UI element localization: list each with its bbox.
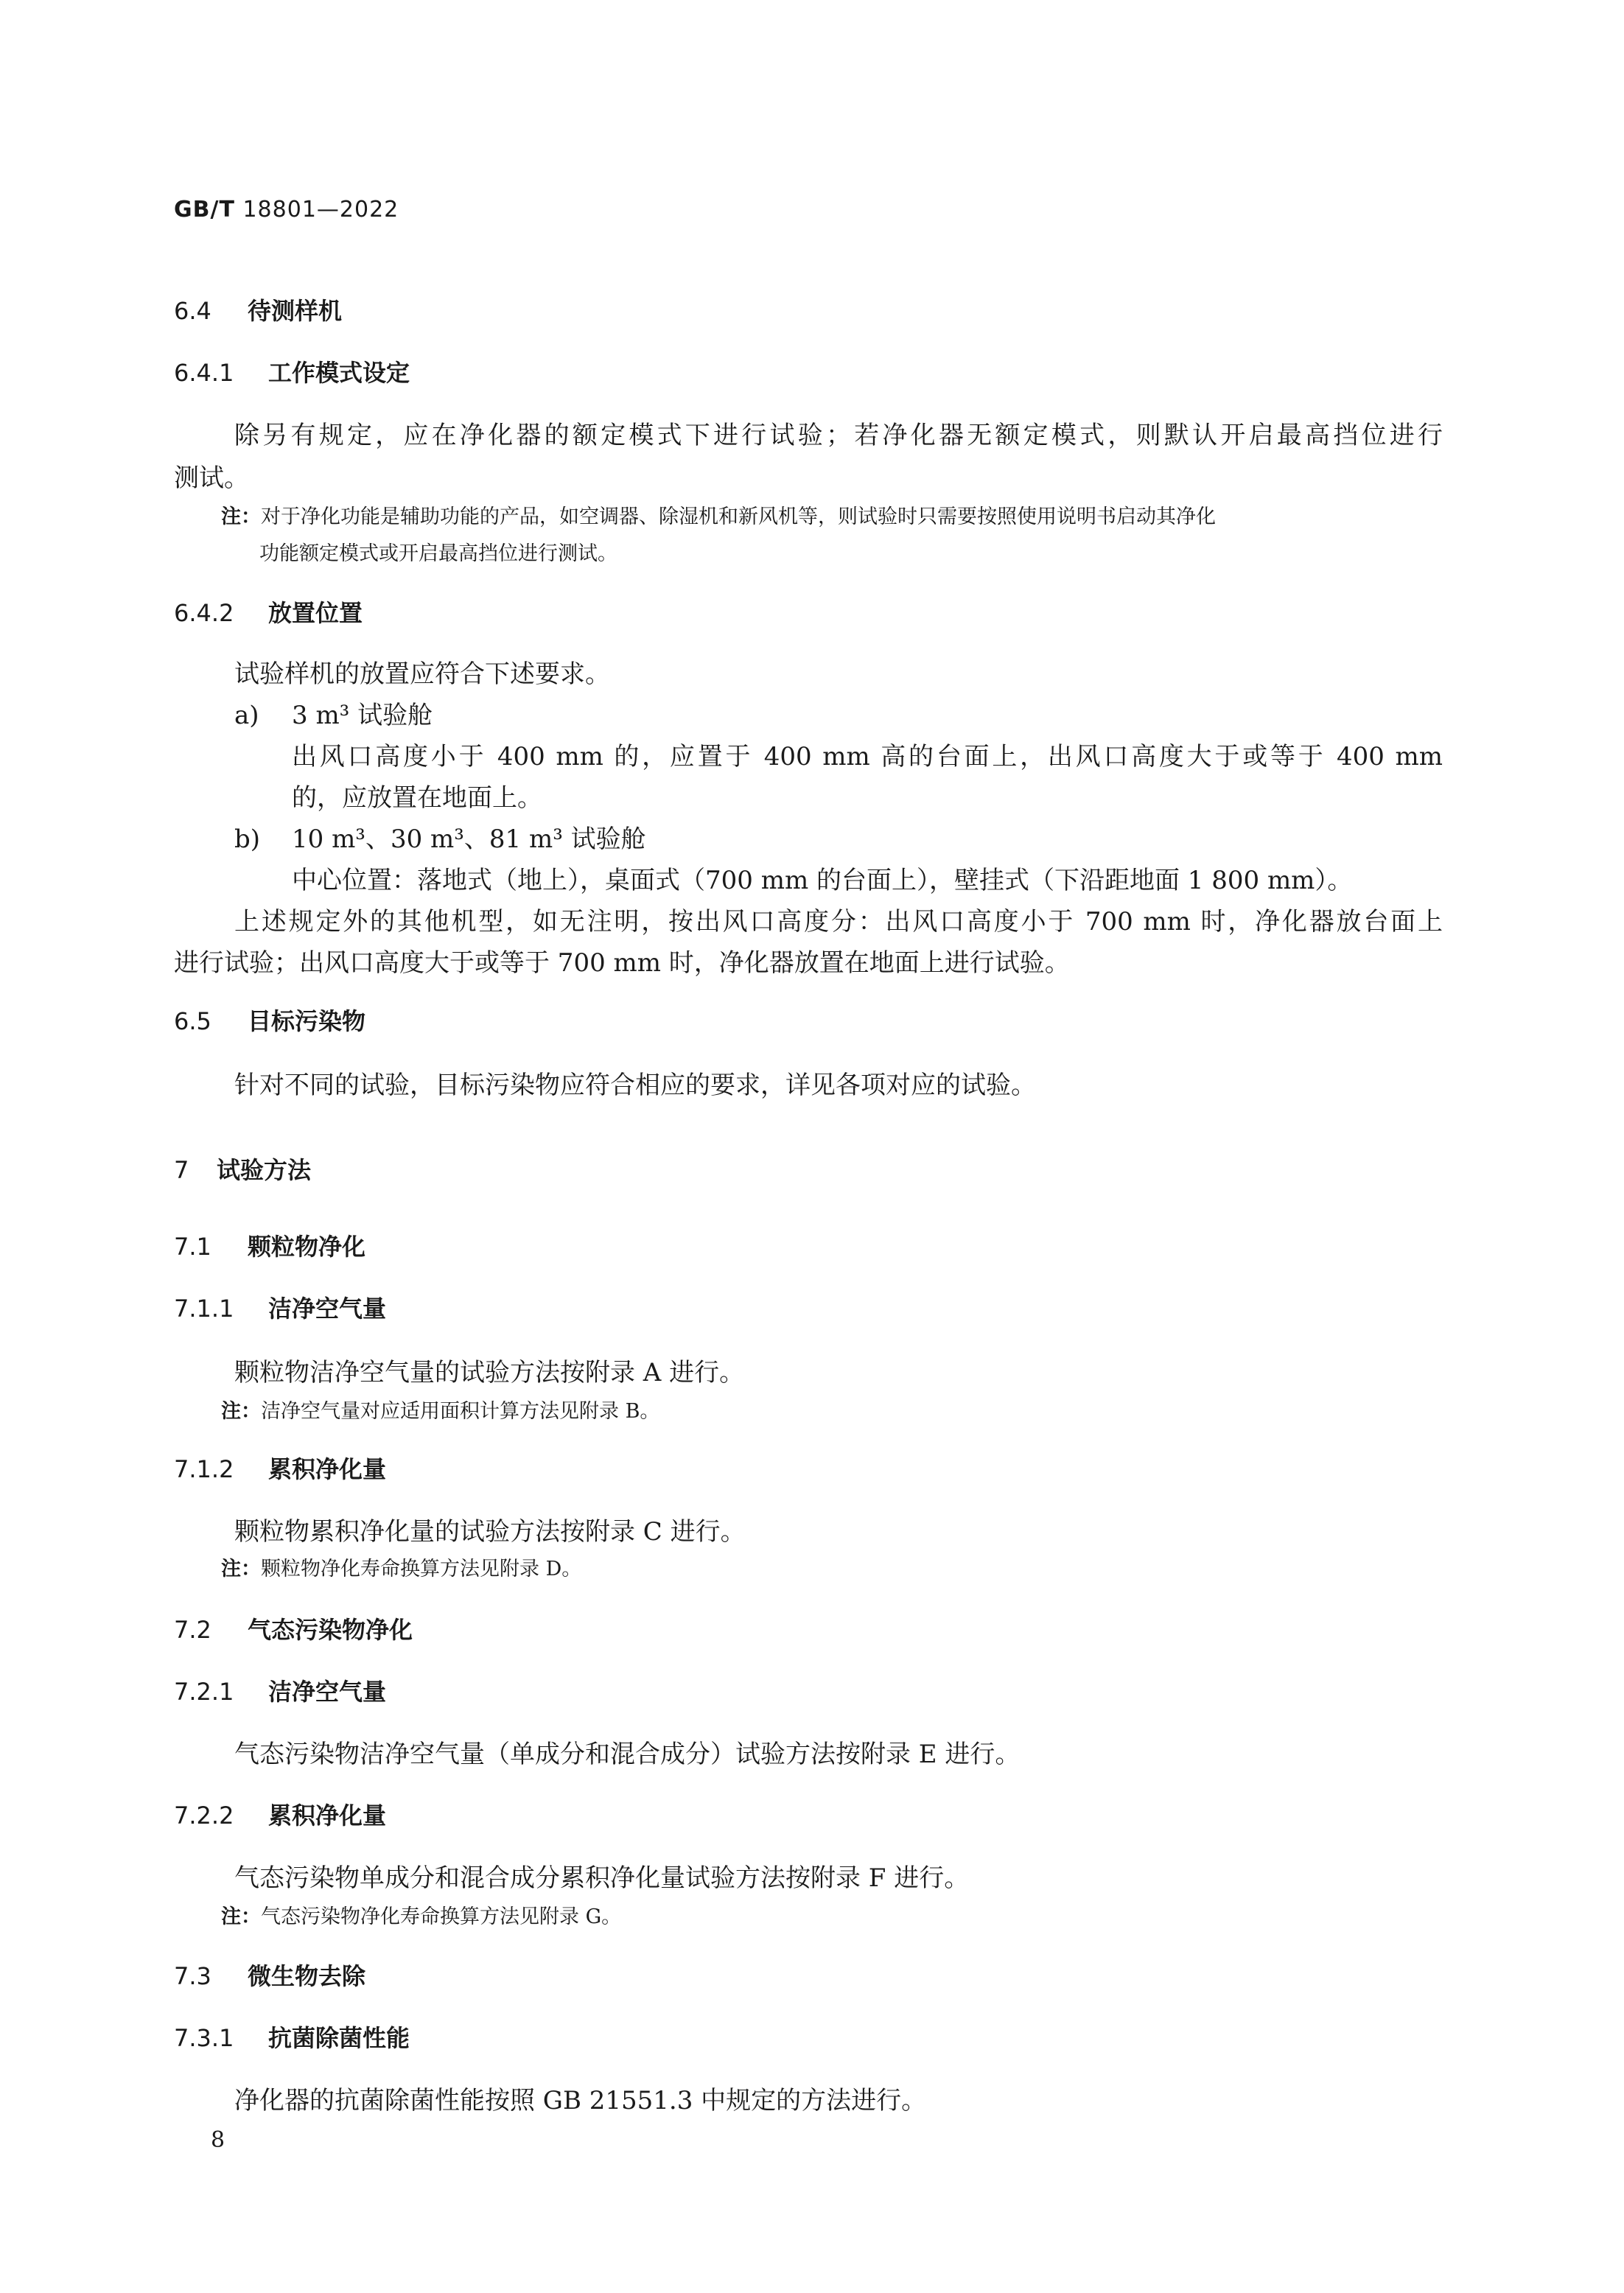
heading-6-4	[174, 299, 342, 323]
standard-code: GB/T	[174, 197, 235, 223]
heading-7-2	[174, 1618, 413, 1642]
note-text: 气态污染物净化寿命换算方法见附录 G。	[261, 1905, 622, 1928]
heading-6-4-2	[174, 601, 363, 625]
paragraph-7-1-1: 颗粒物洁净空气量的试验方法按附录 A 进行。	[234, 1358, 745, 1387]
heading-7	[174, 1158, 311, 1182]
paragraph-6-4-2-intro: 试验样机的放置应符合下述要求。	[234, 659, 610, 689]
section-number: 6.4.2	[174, 599, 234, 627]
note-6-4-1-line1	[221, 507, 1216, 527]
section-title: 累积净化量	[268, 1802, 387, 1830]
section-number: 7	[174, 1156, 189, 1184]
heading-7-1-1	[174, 1295, 387, 1323]
section-title: 放置位置	[268, 599, 363, 627]
heading-7-2-2	[174, 1802, 387, 1830]
list-marker-b: b)	[234, 825, 261, 854]
paragraph-6-4-1-line1: 除另有规定，应在净化器的额定模式下进行试验；若净化器无额定模式，则默认开启最高挡位进行	[234, 421, 1443, 450]
section-title: 累积净化量	[268, 1455, 387, 1483]
note-7-1-1	[221, 1401, 659, 1421]
list-item-b-line1: 中心位置：落地式（地上），桌面式（700 mm 的台面上），壁挂式（下沿距地面 1 800 mm）。	[292, 866, 1353, 895]
section-title: 抗菌除菌性能	[268, 2024, 410, 2052]
section-number: 7.3.1	[174, 2024, 234, 2052]
section-number: 7.2.2	[174, 1802, 234, 1830]
note-7-2-2	[221, 1907, 621, 1927]
section-number: 7.1.1	[174, 1295, 234, 1323]
section-number: 7.2	[174, 1616, 211, 1644]
paragraph-6-5: 针对不同的试验，目标污染物应符合相应的要求，详见各项对应的试验。	[234, 1071, 1036, 1100]
paragraph-6-4-2-line1: 上述规定外的其他机型，如无注明，按出风口高度分：出风口高度小于 700 mm 时，净化器放台面上	[234, 907, 1443, 937]
section-title: 气态污染物净化	[248, 1616, 413, 1644]
section-number: 6.5	[174, 1007, 211, 1035]
section-number: 7.1	[174, 1233, 211, 1261]
heading-6-4-1	[174, 361, 410, 385]
note-text: 洁净空气量对应适用面积计算方法见附录 B。	[261, 1400, 660, 1423]
paragraph-6-4-2-line2: 进行试验；出风口高度大于或等于 700 mm 时，净化器放置在地面上进行试验。	[174, 948, 1070, 978]
section-number: 7.2.1	[174, 1678, 234, 1706]
note-label: 注：	[221, 1905, 261, 1928]
heading-7-3	[174, 1964, 365, 1988]
list-item-a-line2: 的，应放置在地面上。	[292, 783, 542, 813]
paragraph-7-1-2: 颗粒物累积净化量的试验方法按附录 C 进行。	[234, 1517, 746, 1547]
list-item-a-line1: 出风口高度小于 400 mm 的，应置于 400 mm 高的台面上，出风口高度大于或等于 400 mm	[292, 742, 1443, 771]
section-number: 6.4	[174, 297, 211, 325]
heading-7-1-2	[174, 1457, 386, 1481]
section-number: 6.4.1	[174, 359, 234, 387]
section-title: 试验方法	[217, 1156, 312, 1184]
heading-7-2-1	[174, 1680, 386, 1704]
note-6-4-1-line2: 功能额定模式或开启最高挡位进行测试。	[259, 542, 617, 565]
section-number: 7.1.2	[174, 1455, 234, 1483]
page-number: 8	[211, 2127, 225, 2153]
section-title: 待测样机	[248, 297, 343, 325]
section-title: 洁净空气量	[268, 1295, 387, 1323]
list-marker-a: a)	[234, 701, 259, 730]
section-title: 洁净空气量	[268, 1678, 387, 1706]
heading-7-3-1	[174, 2026, 410, 2050]
section-title: 目标污染物	[248, 1007, 366, 1035]
list-item-b-title: 10 m³、30 m³、81 m³ 试验舱	[292, 825, 646, 854]
paragraph-7-2-1: 气态污染物洁净空气量（单成分和混合成分）试验方法按附录 E 进行。	[234, 1740, 1021, 1769]
paragraph-7-3-1: 净化器的抗菌除菌性能按照 GB 21551.3 中规定的方法进行。	[234, 2086, 927, 2115]
section-title: 颗粒物净化	[248, 1233, 366, 1261]
section-title: 工作模式设定	[268, 359, 410, 387]
heading-6-5	[174, 1009, 365, 1033]
note-7-1-2	[221, 1559, 581, 1579]
list-item-a-title: 3 m³ 试验舱	[292, 701, 433, 730]
note-label: 注：	[221, 1558, 261, 1580]
standard-header	[174, 199, 399, 221]
paragraph-7-2-2: 气态污染物单成分和混合成分累积净化量试验方法按附录 F 进行。	[234, 1863, 970, 1893]
note-text: 对于净化功能是辅助功能的产品，如空调器、除湿机和新风机等，则试验时只需要按照使用说明书启动其净化	[261, 505, 1216, 528]
standard-number: 18801—2022	[242, 197, 399, 223]
section-title: 微生物去除	[248, 1962, 366, 1990]
section-number: 7.3	[174, 1962, 211, 1990]
note-label: 注：	[221, 1400, 261, 1423]
note-label: 注：	[221, 505, 261, 528]
note-text: 颗粒物净化寿命换算方法见附录 D。	[261, 1558, 582, 1580]
heading-7-1	[174, 1233, 366, 1261]
paragraph-6-4-1-line2: 测试。	[174, 463, 249, 493]
